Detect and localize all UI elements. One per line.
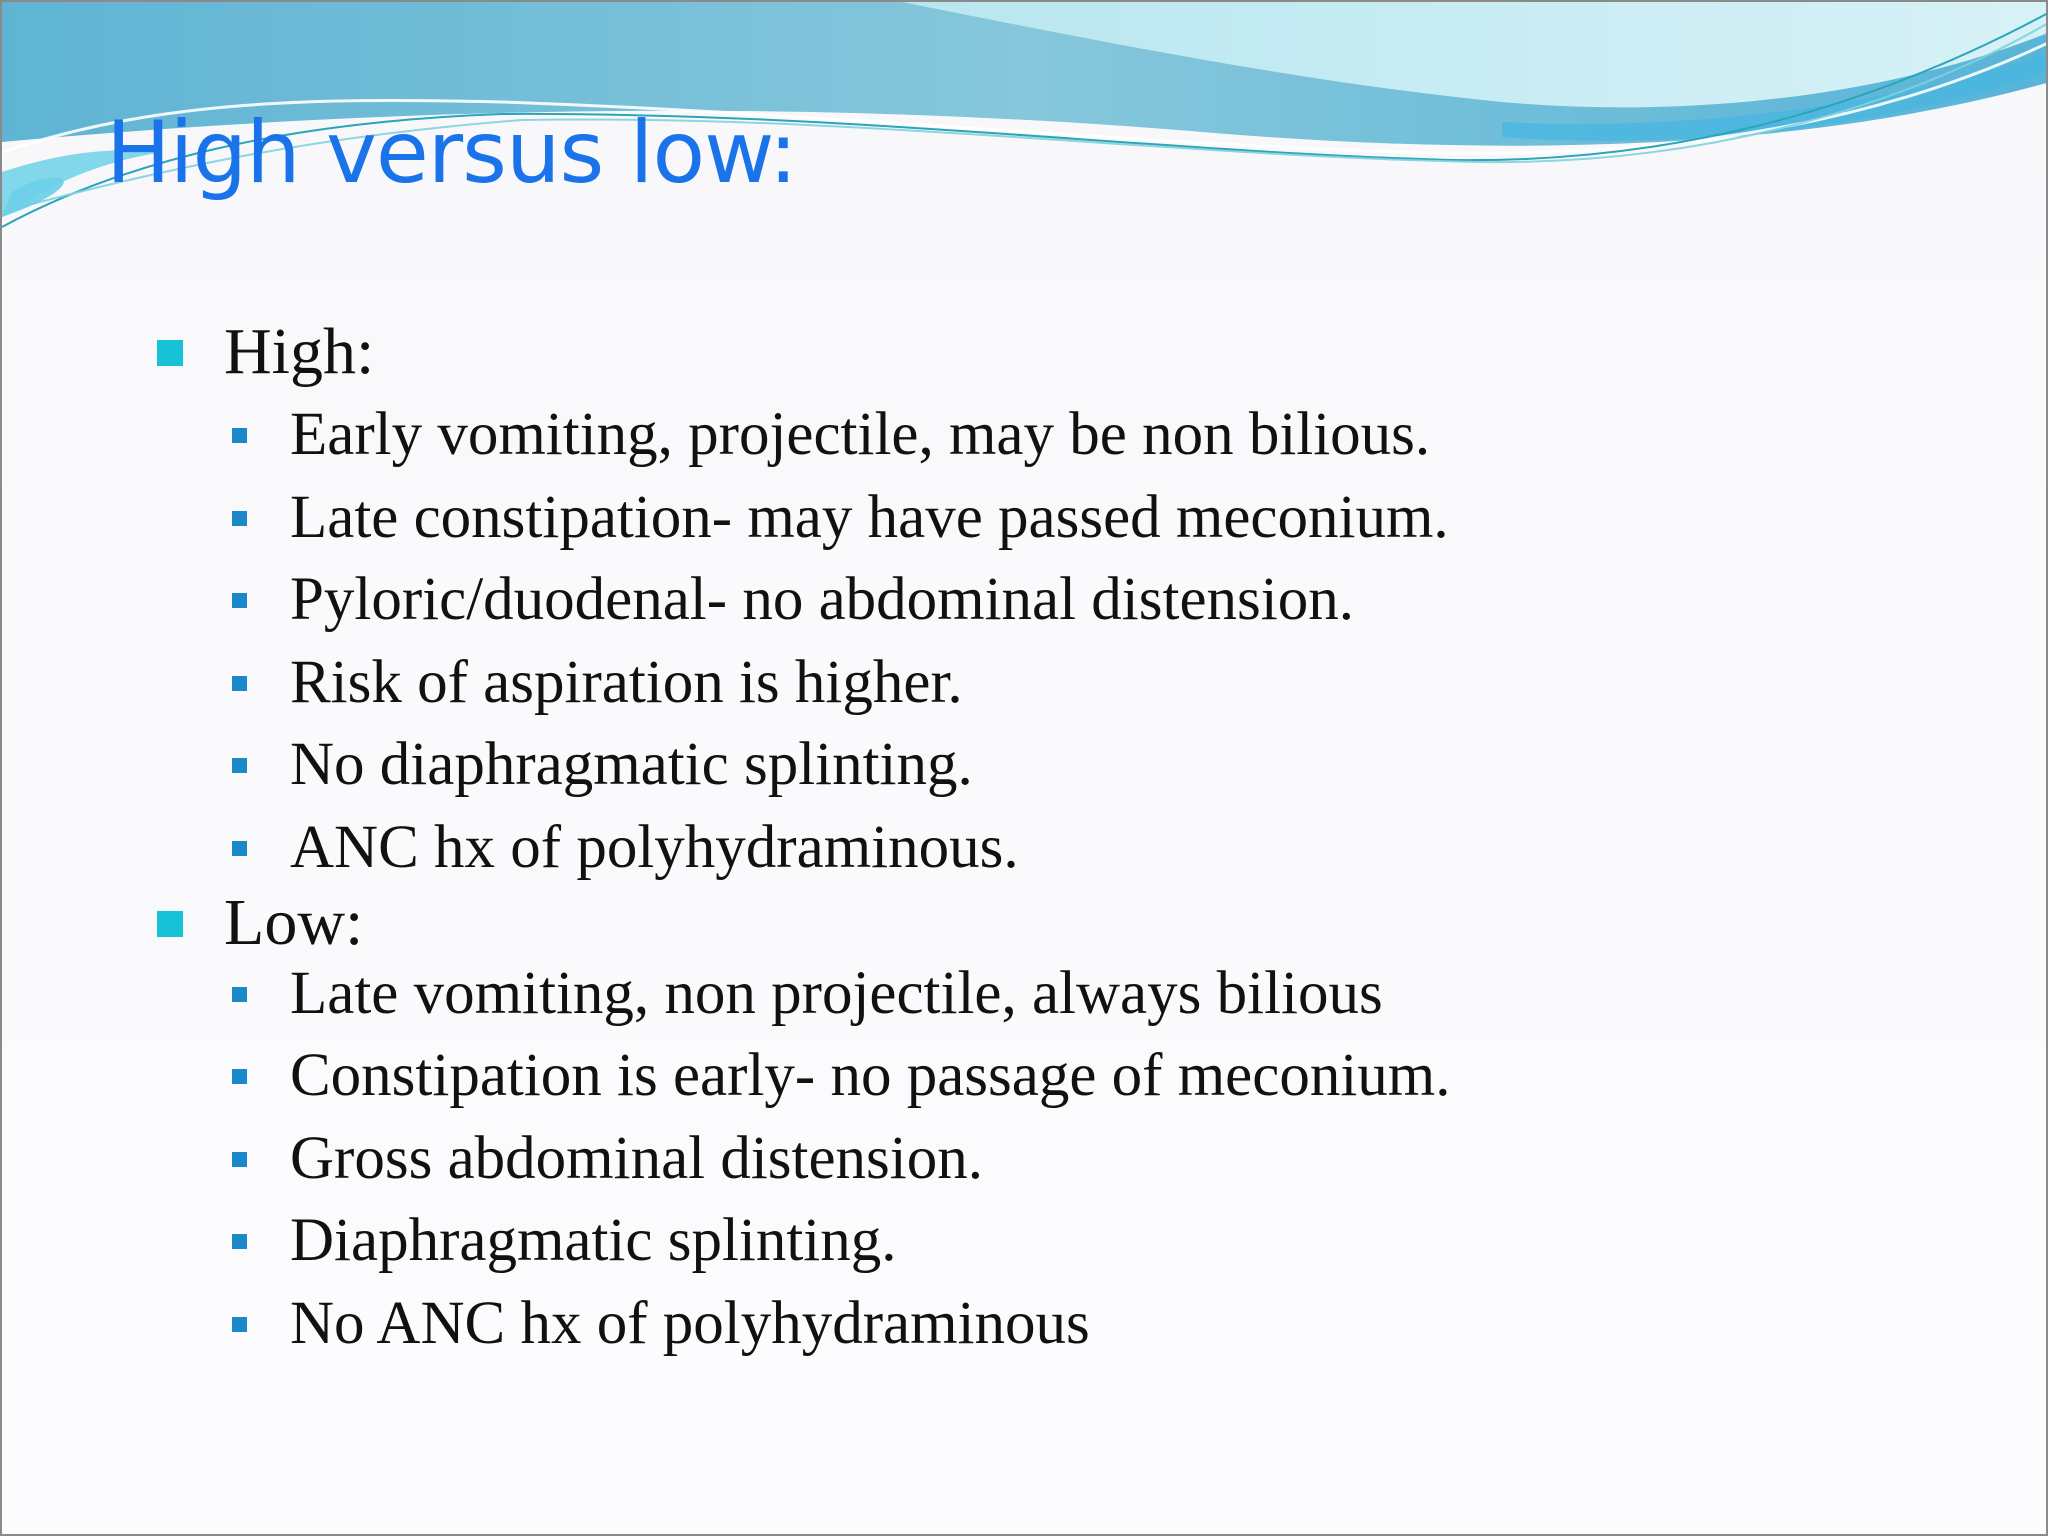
list-item-text: No ANC hx of polyhydraminous (290, 1289, 1090, 1357)
small-square-bullet-icon (232, 1317, 247, 1332)
list-item (154, 394, 1974, 477)
list-item-text: Risk of aspiration is higher. (290, 648, 963, 716)
square-bullet-icon (157, 911, 183, 937)
slide-title: High versus low: (106, 103, 797, 203)
small-square-bullet-icon (232, 987, 247, 1002)
list-item (154, 807, 1974, 881)
square-bullet-icon (157, 340, 183, 366)
small-square-bullet-icon (232, 1152, 247, 1167)
small-square-bullet-icon (232, 511, 247, 526)
small-square-bullet-icon (232, 428, 247, 443)
section-low-heading (154, 881, 1974, 959)
small-square-bullet-icon (232, 1234, 247, 1249)
small-square-bullet-icon (232, 676, 247, 691)
small-square-bullet-icon (232, 841, 247, 856)
list-item (154, 1200, 1974, 1283)
section-label: High: (224, 315, 375, 388)
list-item (154, 642, 1974, 725)
section-high-heading (154, 310, 1974, 394)
list-item (154, 724, 1974, 807)
list-item-text: Constipation is early- no passage of meconium. (290, 1042, 1451, 1109)
list-item (154, 1035, 1974, 1118)
list-item-text: Early vomiting, projectile, may be non bilious. (290, 401, 1431, 468)
list-item-text: Late constipation- may have passed meconium. (290, 483, 1449, 551)
bullet-list (154, 310, 1974, 1365)
list-item-text: No diaphragmatic splinting. (290, 731, 973, 798)
small-square-bullet-icon (232, 758, 247, 773)
list-item (154, 1283, 1974, 1366)
list-item (154, 559, 1974, 642)
list-item-text: Diaphragmatic splinting. (290, 1207, 897, 1274)
section-label: Low: (224, 885, 364, 959)
list-item-text: Pyloric/duodenal- no abdominal distension. (290, 566, 1354, 633)
list-item-text: Gross abdominal distension. (290, 1124, 983, 1192)
list-item-text: Late vomiting, non projectile, always bilious (290, 959, 1383, 1027)
list-item (154, 1118, 1974, 1201)
small-square-bullet-icon (232, 593, 247, 608)
list-item (154, 477, 1974, 560)
list-item-text: ANC hx of polyhydraminous. (290, 813, 1019, 881)
list-item (154, 953, 1974, 1036)
small-square-bullet-icon (232, 1069, 247, 1084)
